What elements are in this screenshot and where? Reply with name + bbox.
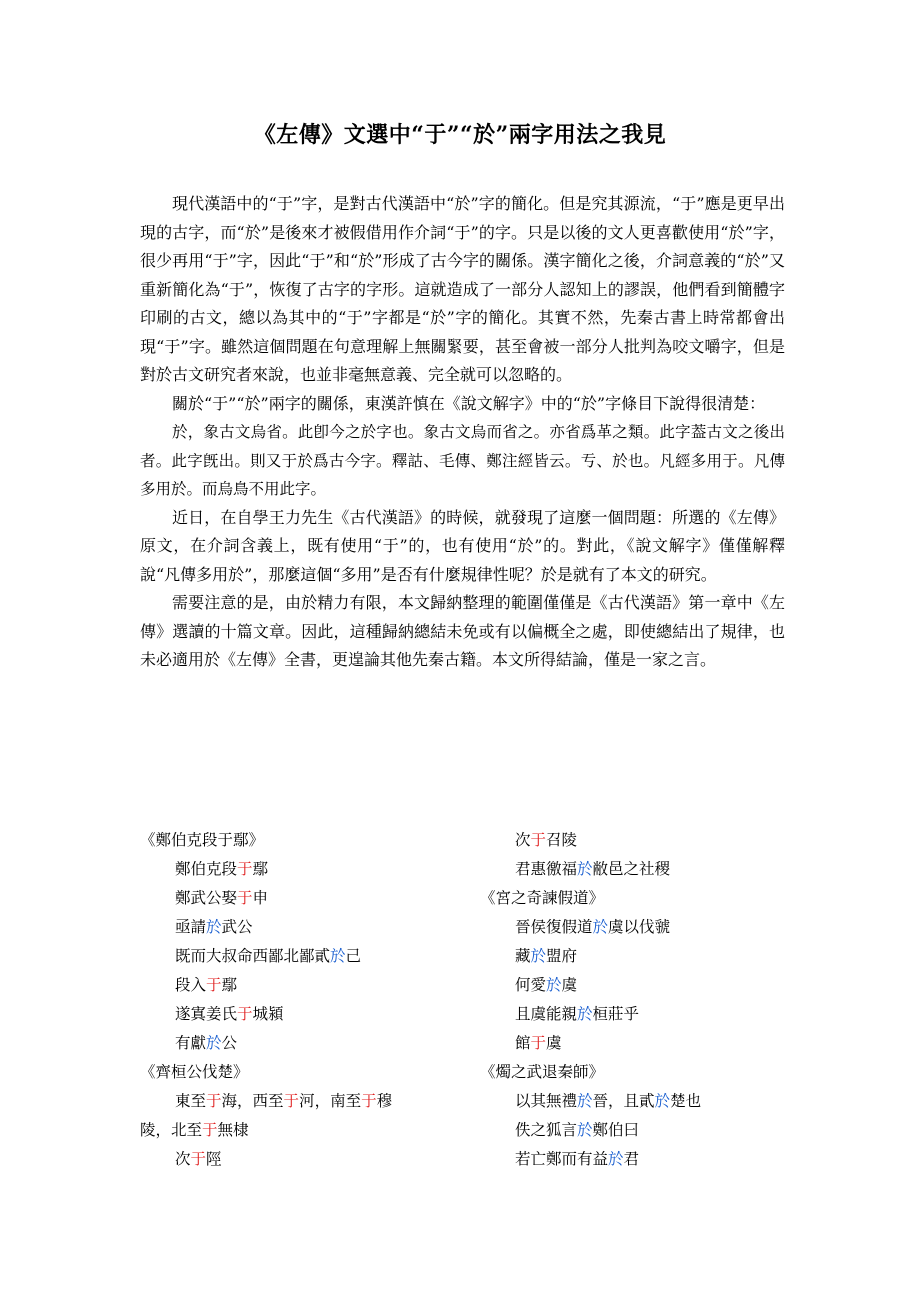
wu-char-highlight: 於 [330, 947, 346, 965]
article-heading [480, 1058, 780, 1087]
article-heading [480, 884, 780, 913]
example-sentence [140, 1029, 470, 1058]
example-sentence [480, 913, 780, 942]
sentence-text: 有獻 [175, 1034, 207, 1052]
example-sentence [480, 1029, 780, 1058]
sentence-text: 館 [515, 1034, 531, 1052]
wu-char-highlight: 於 [206, 918, 222, 936]
example-sentence [140, 971, 470, 1000]
example-sentence [140, 913, 470, 942]
paragraph-2: 關於“于”“於”兩字的關係，東漢許慎在《說文解字》中的“於”字條目下說得很清楚： [172, 393, 766, 413]
page-title: 《左傳》文選中“于”“於”兩字用法之我見 [253, 122, 667, 148]
sentence-text: 鄭伯克段 [175, 860, 238, 878]
sentence-text: 虞 [561, 976, 578, 994]
wu-char-highlight: 於 [577, 1005, 593, 1023]
sentence-text: 既而大叔命西鄙北鄙貳 [175, 947, 331, 965]
wu-char-highlight: 於 [577, 1121, 593, 1139]
sentence-text: 亟請 [175, 918, 207, 936]
sentence-text: 且虞能親 [515, 1005, 578, 1023]
yu-char-highlight: 于 [206, 1092, 222, 1110]
example-sentence [140, 884, 470, 913]
example-sentence [480, 1145, 780, 1174]
example-sentence [480, 855, 780, 884]
sentence-text: 陵，北至 [140, 1121, 203, 1139]
sentence-text: 若亡鄭而有益 [515, 1150, 609, 1168]
sentence-text: 君惠徼福 [515, 860, 578, 878]
sentence-text: 晉侯復假道 [515, 918, 593, 936]
sentence-text: 鄭武公娶 [175, 889, 238, 907]
example-sentence [140, 942, 470, 971]
sentence-text: 虞以伐虢 [608, 918, 671, 936]
sentence-text: 申 [252, 889, 269, 907]
wu-char-highlight: 於 [546, 976, 562, 994]
example-sentence [140, 1087, 470, 1116]
example-list-left [140, 826, 470, 1174]
sentence-text: 公 [221, 1034, 238, 1052]
sentence-text: 鄢 [221, 976, 238, 994]
wu-char-highlight: 於 [608, 1150, 624, 1168]
sentence-text: 君 [623, 1150, 640, 1168]
wu-char-highlight: 於 [654, 1092, 671, 1110]
example-sentence [140, 1116, 470, 1145]
yu-char-highlight: 于 [283, 1092, 300, 1110]
example-sentence [140, 1145, 470, 1174]
sentence-text: 河，南至 [299, 1092, 362, 1110]
example-sentence [480, 971, 780, 1000]
sentence-text: 遂寘姜氏 [175, 1005, 238, 1023]
paragraph-4: 需要注意的是，由於精力有限，本文歸納整理的範圍僅僅是《古代漢語》第一章中《左傳》選讀的十篇文章。因此，這種歸納總結未免或有以偏概全之處，即使總結出了規律，也未必適用於《左傳》全書，更遑論其他先秦古籍。本文所得結論，僅是一家之言。 [140, 593, 785, 669]
sentence-text: 次 [175, 1150, 191, 1168]
sentence-text: 《齊桓公伐楚》 [140, 1063, 249, 1081]
sentence-text: 東至 [175, 1092, 207, 1110]
sentence-text: 楚也 [670, 1092, 702, 1110]
sentence-text: 無棣 [217, 1121, 249, 1139]
sentence-text: 武公 [221, 918, 253, 936]
wu-char-highlight: 於 [577, 860, 593, 878]
wu-char-highlight: 於 [592, 918, 609, 936]
sentence-text: 桓莊乎 [592, 1005, 640, 1023]
yu-char-highlight: 于 [206, 976, 222, 994]
article-heading [140, 826, 470, 855]
sentence-text: 召陵 [546, 831, 578, 849]
example-sentence [480, 1000, 780, 1029]
example-sentence [480, 942, 780, 971]
sentence-text: 海，西至 [221, 1092, 284, 1110]
yu-char-highlight: 于 [530, 1034, 547, 1052]
yu-char-highlight: 于 [237, 889, 253, 907]
sentence-text: 城潁 [252, 1005, 284, 1023]
sentence-text: 敝邑之社稷 [592, 860, 671, 878]
sentence-text: 盟府 [546, 947, 578, 965]
article-heading [140, 1058, 470, 1087]
example-sentence [140, 855, 470, 884]
sentence-text: 段入 [175, 976, 207, 994]
sentence-text: 穆 [376, 1092, 393, 1110]
sentence-text: 《鄭伯克段于鄢》 [140, 831, 265, 849]
sentence-text: 陘 [206, 1150, 222, 1168]
yu-char-highlight: 于 [237, 860, 253, 878]
sentence-text: 《宮之奇諫假道》 [480, 889, 605, 907]
example-sentence [140, 1000, 470, 1029]
sentence-text: 晉，且貳 [592, 1092, 655, 1110]
yu-char-highlight: 于 [202, 1121, 218, 1139]
example-list-right [480, 826, 780, 1174]
shuowen-quote: 於，象古文烏省。此卽今之於字也。象古文烏而省之。亦省爲革之類。此字葢古文之後出者。此字旣出。則又于於爲古今字。釋詁、毛傳、鄭注經皆云。亐、於也。凡經多用于。凡傳多用於。而烏鳥不用此字。 [140, 423, 785, 498]
article-body [140, 190, 785, 675]
wu-char-highlight: 於 [577, 1092, 593, 1110]
paragraph-3: 近日，在自學王力先生《古代漢語》的時候，就發現了這麼一個問題：所選的《左傳》原文，在介詞含義上，既有使用“于”的，也有使用“於”的。對此，《說文解字》僅僅解釋說“凡傳多用於”，那麼這個“多用”是否有什麼規律性呢？於是就有了本文的研究。 [140, 507, 785, 584]
yu-char-highlight: 于 [530, 831, 547, 849]
wu-char-highlight: 於 [530, 947, 547, 965]
yu-char-highlight: 于 [361, 1092, 377, 1110]
yu-char-highlight: 于 [237, 1005, 253, 1023]
sentence-text: 鄭伯曰 [592, 1121, 640, 1139]
sentence-text: 鄢 [252, 860, 269, 878]
sentence-text: 佚之狐言 [515, 1121, 578, 1139]
sentence-text: 虞 [546, 1034, 562, 1052]
yu-char-highlight: 于 [190, 1150, 207, 1168]
example-sentence [480, 826, 780, 855]
example-sentence [480, 1116, 780, 1145]
sentence-text: 己 [345, 947, 362, 965]
sentence-text: 何愛 [515, 976, 547, 994]
wu-char-highlight: 於 [206, 1034, 222, 1052]
example-sentence [480, 1087, 780, 1116]
sentence-text: 藏 [515, 947, 531, 965]
sentence-text: 以其無禮 [515, 1092, 578, 1110]
sentence-text: 《燭之武退秦師》 [480, 1063, 605, 1081]
sentence-text: 次 [515, 831, 531, 849]
paragraph-1: 現代漢語中的“于”字，是對古代漢語中“於”字的簡化。但是究其源流，“于”應是更早出現的古字，而“於”是後來才被假借用作介詞“于”的字。只是以後的文人更喜歡使用“於”字，很少再用“于”字，因此“于”和“於”形成了古今字的關係。漢字簡化之後，介詞意義的“於”又重新簡化為“于”，恢復了古字的字形。這就造成了一部分人認知上的謬誤，他們看到簡體字印刷的古文，總以為其中的“于”字都是“於”字的簡化。其實不然，先秦古書上時常都會出現“于”字。雖然這個問題在句意理解上無關緊要，甚至會被一部分人批判為咬文嚼字，但是對於古文研究者來說，也並非毫無意義、完全就可以忽略的。 [140, 194, 785, 384]
